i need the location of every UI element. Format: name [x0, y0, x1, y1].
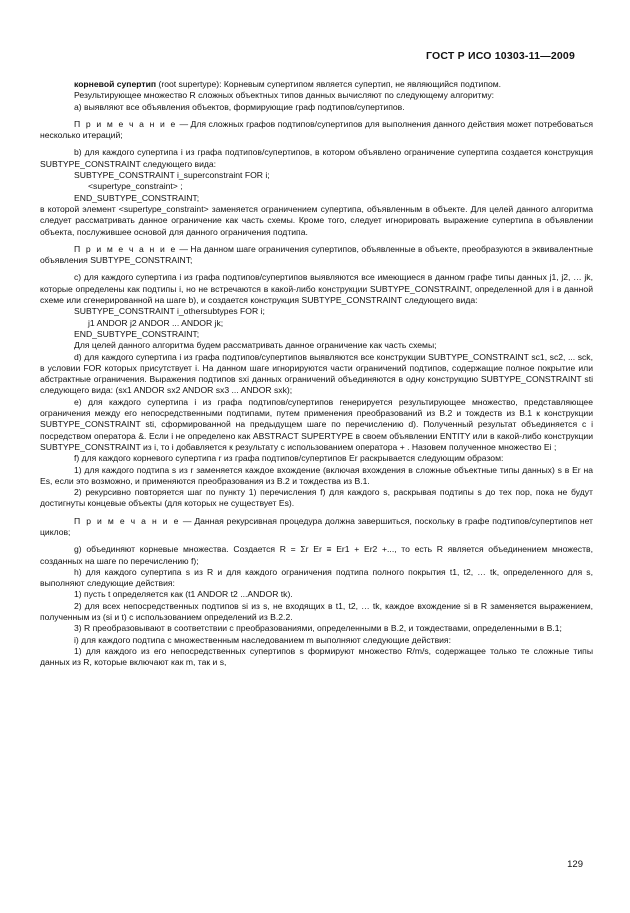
list-item-h1: 1) пусть t определяется как (t1 ANDOR t2 ...ANDOR tk).	[74, 589, 293, 600]
list-item-b: b) для каждого супертипа i из графа подтипов/супертипов, в котором объявлено ограничение супертипа создается конструкция SUBTYPE_CONSTRAINT следующего вида:	[40, 147, 593, 169]
code-line: END_SUBTYPE_CONSTRAINT;	[74, 328, 200, 339]
code-line: j1 ANDOR j2 ANDOR ... ANDOR jk;	[88, 317, 224, 328]
list-item-h2: 2) для всех непосредственных подтипов si из s, не входящих в t1, t2, … tk, каждое вхождение si в R заменяется выражением, полученным из (si и t) с использованием определений из В.2.2.	[40, 600, 593, 623]
note: П р и м е ч а н и е — На данном шаге ограничения супертипов, объявленные в объекте, преобразуются в эквивалентные объявления SUBTYPE_CONSTRAINT;	[40, 243, 593, 266]
list-item-f1: 1) для каждого подтипа s из r заменяется каждое вхождение (включая вхождения в сложные объектные типы данных) s в Er на Es, если это возможно, и применяются преобразования из В.2 и тождества из В.1.	[40, 464, 593, 486]
code-line: SUBTYPE_CONSTRAINT i_othersubtypes FOR i;	[74, 306, 265, 317]
code-line: END_SUBTYPE_CONSTRAINT;	[74, 192, 200, 203]
list-item-a: а) выявляют все объявления объектов, формирующие граф подтипов/супертипов.	[74, 101, 405, 112]
term-root-supertype: корневой супертип	[74, 79, 157, 89]
document-header: ГОСТ Р ИСО 10303-11—2009	[426, 50, 575, 62]
list-item-f: f) для каждого корневого супертипа r из графа подтипов/супертипов Er раскрывается следующим образом:	[74, 453, 504, 464]
list-item-h: h) для каждого супертипа s из R и для каждого ограничения подтипа полного покрытия t1, t2, … tk, определенного для s, выполняют следующие действия:	[40, 566, 593, 589]
note: П р и м е ч а н и е — Данная рекурсивная процедура должна завершиться, поскольку в графе подтипов/супертипов нет циклов;	[40, 515, 593, 537]
note-label: П р и м е ч а н и е	[74, 118, 177, 129]
list-item-h3: 3) R преобразовывают в соответствии с преобразованиями, определенными в В.2, и тождествами, определенными в В.1;	[74, 623, 562, 634]
code-line: <supertype_constraint> ;	[88, 181, 183, 192]
list-item-f2: 2) рекурсивно повторяется шаг по пункту 1) перечисления f) для каждого s, раскрывая подтипы s до тех пор, пока не будут достигнуты концевые объекты (для которых не существует Es).	[40, 487, 593, 509]
list-item-e: е) для каждого супертипа i из графа подтипов/супертипов генерируется результирующее множество, представляющее ограничения между его непосредственными подтипами, путем применения преобразований из В.2 и тождеств из В.1 к конструкции SUBTYPE_CONSTRAINT sti, сформированной на предыдущем шаге по перечислению d). Полученный результат объединяется с i посредством оператора &. Если i не определено как ABSTRACT SUPERTYPE в своем объявлении ENTITY или в какой-либо конструкции SUBTYPE_CONSTRAINT из i, то i добавляется к результату с использованием оператора + . Назовем полученное множество Ei ;	[40, 396, 593, 452]
paragraph: Для целей данного алгоритма будем рассматривать данное ограничение как часть схемы;	[74, 340, 437, 351]
list-item-d: d) для каждого супертипа i из графа подтипов/супертипов выявляются все конструкции SUBTYPE_CONSTRAINT sc1, sc2, ... sck, в условии FOR которых присутствует i. На данном шаге игнорируются части ограничений подтипов, содержащие полное покрытие или абстрактные ограничения. Выражения подтипов sxi данных ограничений объединяются в одну конструкцию SUBTYPE_CONSTRAINT sti следующего вида: (sx1 ANDOR sx2 ANDOR sx3 ... ANDOR sxk);	[40, 351, 593, 396]
list-item-i1: 1) для каждого из его непосредственных супертипов s формируют множество R/m/s, содержащее только те сложные типы данных из R, которые включают как m, так и s,	[40, 645, 593, 668]
list-item-c: с) для каждого супертипа i из графа подтипов/супертипов выявляются все имеющиеся в данном графе типы данных j1, j2, … jk, которые определены как подтипы i, но не встречаются в какой-либо конструкции SUBTYPE_CONSTRAINT, определенной для i в данной схеме или сгенерированной на шаге b), и создается конструкция SUBTYPE_CONSTRAINT следующего вида:	[40, 272, 593, 306]
paragraph-root-supertype: корневой супертип (root supertype): Корневым супертипом является супертип, не являющийся подтипом.	[74, 79, 502, 89]
paragraph: в которой элемент <supertype_constraint> заменяется ограничением супертипа, объявленным в объекте. Для целей данного алгоритма следует рассматривать данное ограничение как часть схемы. Кроме того, следует игнорировать выражение супертипа в объявлении объекта, послужившее основой для данного ограничения подтипа.	[40, 203, 593, 237]
document-body	[40, 79, 593, 669]
note-label: П р и м е ч а н и е	[74, 243, 177, 254]
list-item-i: i) для каждого подтипа с множественным наследованием m выполняют следующие действия:	[74, 634, 451, 645]
note-label: П р и м е ч а н и е	[74, 515, 181, 526]
note: П р и м е ч а н и е — Для сложных графов подтипов/супертипов для выполнения данного действия может потребоваться несколько итераций;	[40, 118, 594, 141]
code-line: SUBTYPE_CONSTRAINT i_superconstraint FOR i;	[74, 170, 270, 181]
page-number: 129	[567, 859, 583, 870]
paragraph: Результирующее множество R сложных объектных типов данных вычисляют по следующему алгоритму:	[74, 90, 495, 101]
list-item-g: g) объединяют корневые множества. Создается R = Σr Er ≡ Er1 + Er2 +..., то есть R является объединением множеств, созданных на шаге по перечислению f);	[40, 544, 593, 566]
